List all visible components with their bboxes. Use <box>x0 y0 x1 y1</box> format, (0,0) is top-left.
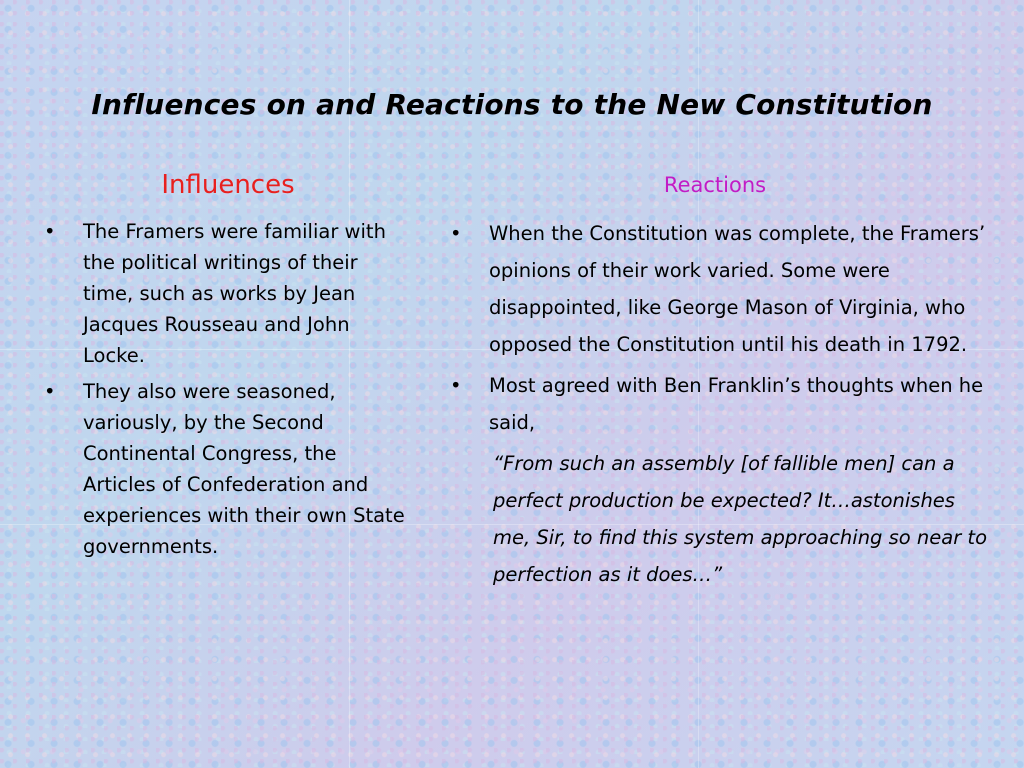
bullet-icon: • <box>450 374 462 397</box>
influences-item <box>42 216 414 371</box>
influences-item-text: The Framers were familiar with the political writings of their time, such as works by Jean Jacques Rousseau and John Locke. <box>83 220 386 367</box>
reactions-item-text: Most agreed with Ben Franklin’s thoughts when he said, <box>489 374 984 434</box>
reactions-item <box>448 367 988 441</box>
reactions-item <box>448 215 988 363</box>
reactions-item-text: When the Constitution was complete, the Framers’ opinions of their work varied. Some were disappointed, like George Mason of Virginia, who opposed the Constitution until his death in 1792. <box>489 222 986 356</box>
bullet-icon: • <box>44 380 56 403</box>
reactions-heading: Reactions <box>663 173 767 197</box>
slide-title: Influences on and Reactions to the New Constitution <box>91 88 933 121</box>
reactions-list <box>448 215 988 593</box>
franklin-quote: “From such an assembly [of fallible men] can a perfect production be expected? It…astonishes me, Sir, to find this system approaching so near to perfection as it does…” <box>493 452 988 586</box>
bullet-icon: • <box>450 222 462 245</box>
bullet-icon: • <box>44 220 56 243</box>
influences-item <box>42 376 414 562</box>
influences-heading: Influences <box>161 170 295 200</box>
influences-item-text: They also were seasoned, variously, by the Second Continental Congress, the Articles of Confederation and experiences with their own State governments. <box>83 380 405 558</box>
influences-list <box>42 216 414 567</box>
